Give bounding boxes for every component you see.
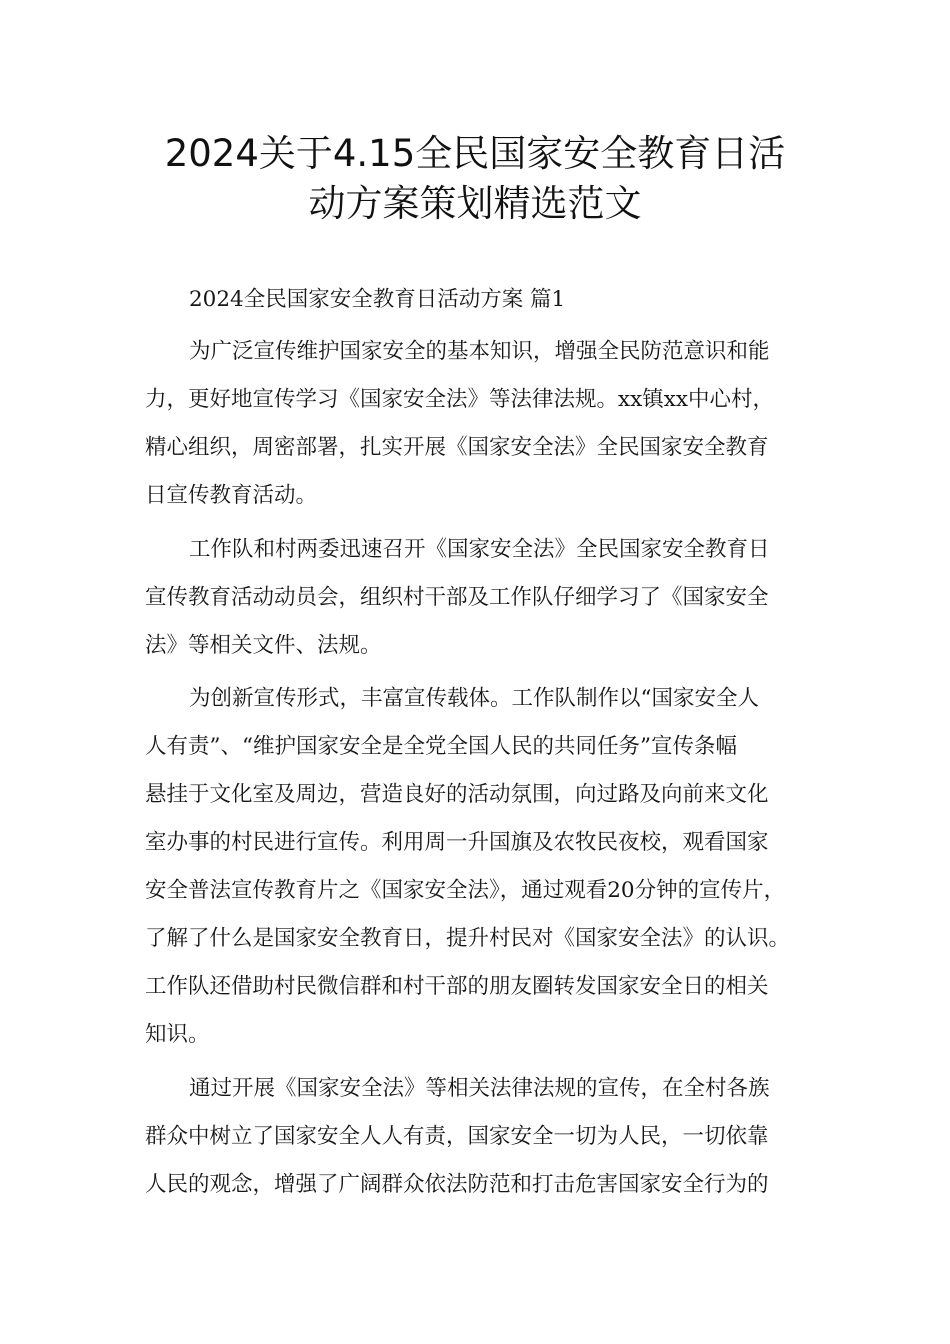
paragraph-line: 悬挂于文化室及周边，营造良好的活动氛围，向过路及向前来文化 xyxy=(145,782,769,807)
paragraph-line: 人民的观念，增强了广阔群众依法防范和打击危害国家安全行为的 xyxy=(145,1172,769,1197)
paragraph-line: 安全普法宣传教育片之《国家安全法》，通过观看20分钟的宣传片， xyxy=(145,878,786,903)
document-title-line-1: 2024关于4.15全民国家安全教育日活 xyxy=(164,132,786,175)
paragraph-line: 法》等相关文件、法规。 xyxy=(145,633,382,658)
paragraph-line: 群众中树立了国家安全人人有责，国家安全一切为人民，一切依靠 xyxy=(145,1124,769,1149)
paragraph-line: 为广泛宣传维护国家安全的基本知识，增强全民防范意识和能 xyxy=(189,339,770,364)
paragraph-line: 力，更好地宣传学习《国家安全法》等法律法规。xx镇xx中心村， xyxy=(145,387,775,412)
section-heading: 2024全民国家安全教育日活动方案 篇1 xyxy=(189,287,566,312)
paragraph-line: 人有责”、“维护国家安全是全党全国人民的共同任务”宣传条幅 xyxy=(145,734,737,759)
paragraph-line: 知识。 xyxy=(145,1022,210,1047)
paragraph-line: 宣传教育活动动员会，组织村干部及工作队仔细学习了《国家安全 xyxy=(145,585,769,610)
paragraph-line: 通过开展《国家安全法》等相关法律法规的宣传，在全村各族 xyxy=(189,1076,770,1101)
paragraph-line: 日宣传教育活动。 xyxy=(145,483,318,508)
paragraph-line: 室办事的村民进行宣传。利用周一升国旗及农牧民夜校，观看国家 xyxy=(145,830,769,855)
paragraph-line: 工作队和村两委迅速召开《国家安全法》全民国家安全教育日 xyxy=(189,537,770,562)
document-title-line-2: 动方案策划精选范文 xyxy=(308,182,642,225)
paragraph-line: 了解了什么是国家安全教育日，提升村民对《国家安全法》的认识。 xyxy=(145,926,791,951)
paragraph-line: 精心组织，周密部署，扎实开展《国家安全法》全民国家安全教育 xyxy=(145,435,769,460)
paragraph-line: 为创新宣传形式，丰富宣传载体。工作队制作以“国家安全人 xyxy=(189,686,759,711)
paragraph-line: 工作队还借助村民微信群和村干部的朋友圈转发国家安全日的相关 xyxy=(145,974,769,999)
